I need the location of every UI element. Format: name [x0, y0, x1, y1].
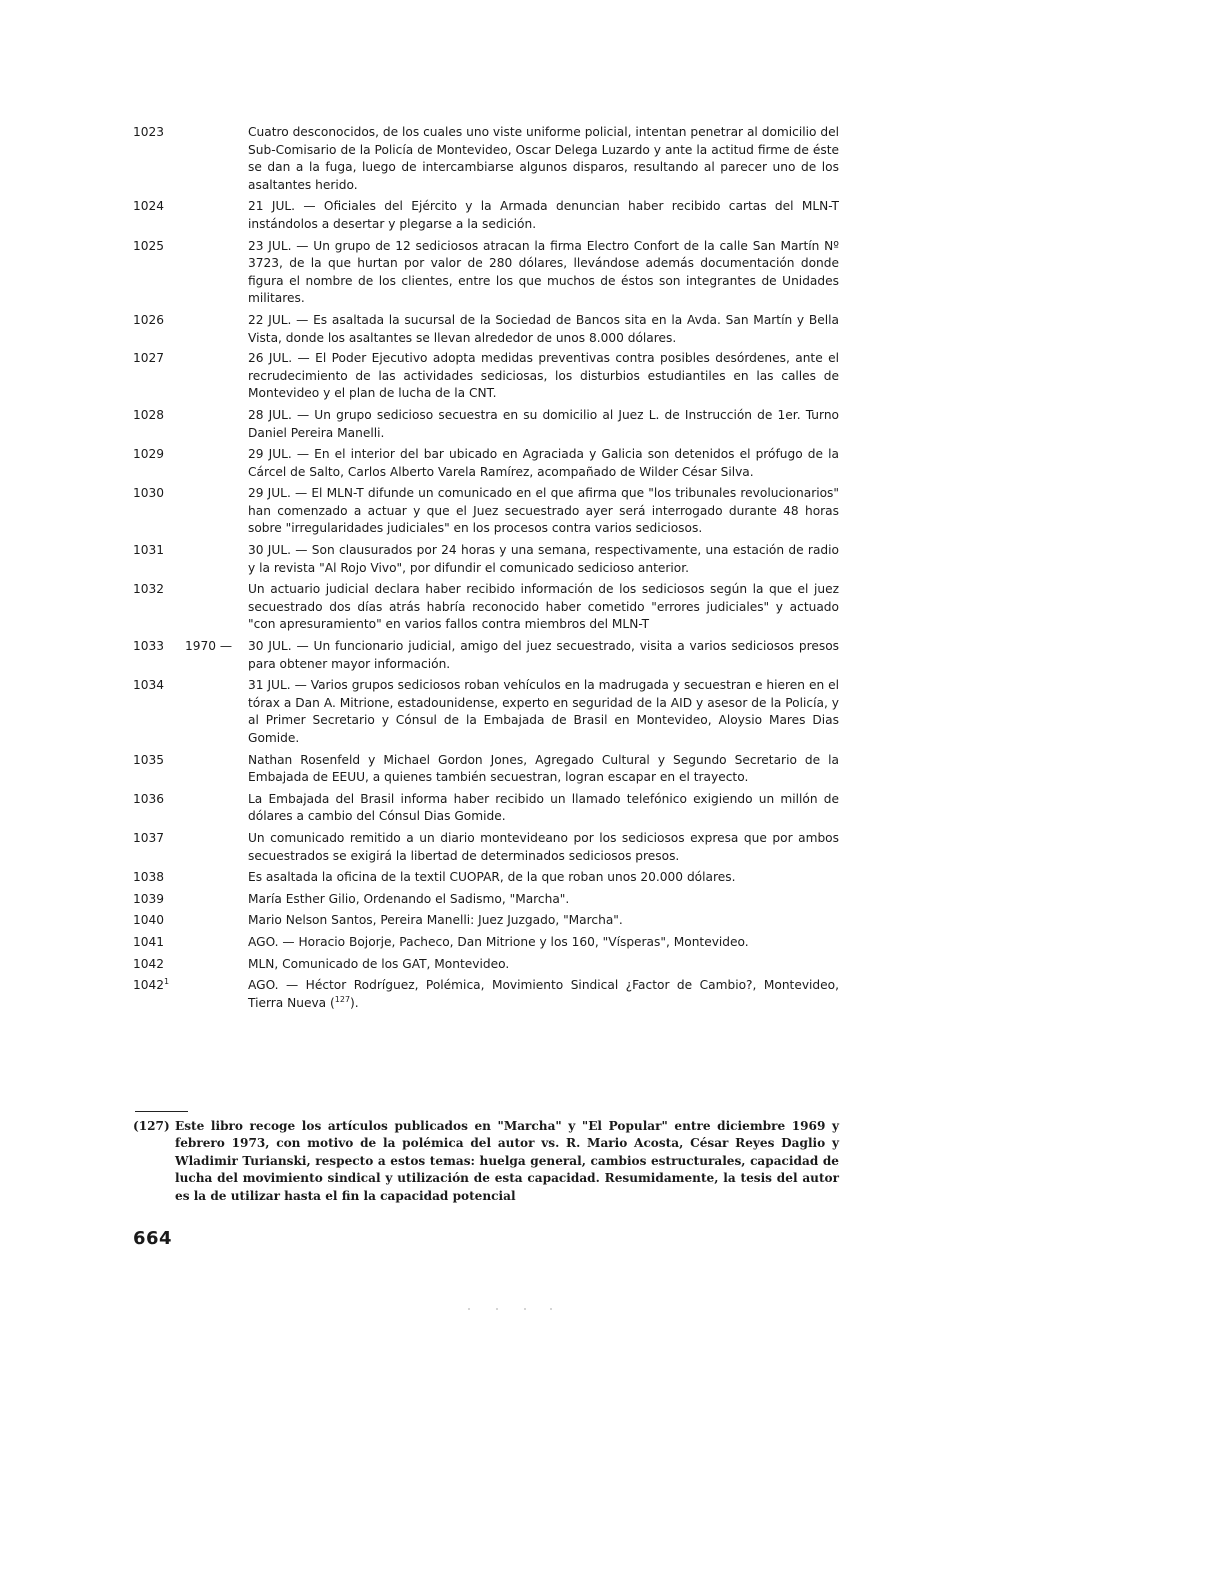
entry-text: 23 JUL. — Un grupo de 12 sediciosos atracan la firma Electro Confort de la calle San Martín Nº 3723, de la que hurtan por valor de 280 dólares, llevándose además documentación donde figura el nombre de los clientes, entre los que muchos de éstos son integrantes de Unidades militares.: [248, 238, 839, 306]
chronology-entry: [133, 830, 839, 865]
entry-number: 1026: [133, 312, 165, 327]
entry-text: 31 JUL. — Varios grupos sediciosos roban vehículos en la madrugada y secuestran e hieren en el tórax a Dan A. Mitrione, estadounidense, experto en seguridad de la AID y asesor de la Policía, y al Primer Secretario y Cónsul de la Embajada de Brasil en Montevideo, Aloysio Mares Dias Gomide.: [248, 678, 839, 745]
chronology-entry: [133, 446, 839, 481]
chronology-entry: [133, 638, 839, 673]
entry-year: [185, 869, 248, 887]
chronology-entry: [133, 238, 839, 308]
entry-year: 1970 —: [185, 639, 233, 654]
entry-year: [185, 124, 248, 194]
entry-text: Un comunicado remitido a un diario montevideano por los sediciosos expresa que por ambos secuestrados se exigirá la libertad de determinados sediciosos presos.: [248, 830, 839, 863]
footnote-separator: [135, 1111, 188, 1112]
entry-number: [133, 977, 185, 1012]
chronology-entry: [133, 581, 839, 634]
footnote-text: Este libro recoge los artículos publicados en "Marcha" y "El Popular" entre diciembre 1969 y febrero 1973, con motivo de la polémica del autor vs. R. Mario Acosta, César Reyes Daglio y Wladimir Turianski, respecto a estos temas: huelga general, cambios estructurales, capacidad de lucha del movimiento sindical y utilización de esta capacidad. Resumidamente, la tesis del autor es la de utilizar hasta el fin la capacidad potencial: [175, 1119, 839, 1203]
entry-year: [185, 891, 248, 909]
entry-text: 30 JUL. — Son clausurados por 24 horas y una semana, respectivamente, una estación de radio y la revista "Al Rojo Vivo", por difundir el comunicado sedicioso anterior.: [248, 543, 839, 575]
entry-number: 1040: [133, 913, 165, 928]
entry-text: 29 JUL. — El MLN-T difunde un comunicado en el que afirma que "los tribunales revolucionarios" han comenzado a actuar y que el Juez secuestrado ayer será interrogado durante 48 horas sobre "irregularidades judiciales" en los procesos contra varios sediciosos.: [248, 486, 839, 536]
entry-year: [185, 238, 248, 308]
chronology-entry-last: [133, 977, 839, 1012]
entry-number: 1029: [133, 447, 165, 462]
entry-year: [185, 198, 248, 233]
entry-text: AGO. — Horacio Bojorje, Pacheco, Dan Mitrione y los 160, "Vísperas", Montevideo.: [248, 934, 749, 949]
chronology-entry: [133, 312, 839, 347]
entry-number: 1031: [133, 543, 165, 558]
entry-number: 1036: [133, 791, 165, 806]
chronology-entry: [133, 124, 839, 194]
entry-number: 1024: [133, 199, 165, 214]
chronology-entry: [133, 869, 839, 887]
entry-number: 1030: [133, 486, 165, 501]
entry-year: [185, 485, 248, 538]
entry-text: [248, 977, 839, 1012]
scan-speck: [496, 1308, 498, 1310]
entry-text: Nathan Rosenfeld y Michael Gordon Jones, Agregado Cultural y Segundo Secretario de la Embajada de EEUU, a quienes también secuestran, logran escapar en el trayecto.: [248, 752, 839, 785]
chronology-entry: [133, 934, 839, 952]
entry-number-base: 1042: [133, 978, 165, 993]
scan-speck: [468, 1308, 470, 1310]
entry-number: 1039: [133, 891, 165, 906]
scan-speck: [550, 1308, 552, 1310]
chronology-entry: [133, 752, 839, 787]
entry-number: 1032: [133, 582, 165, 597]
entry-number: 1023: [133, 125, 165, 139]
footnote-ref-close: ).: [350, 995, 359, 1010]
entry-text: 26 JUL. — El Poder Ejecutivo adopta medidas preventivas contra posibles desórdenes, ante el recrudecimiento de las actividades sediciosas, los disturbios estudiantiles en las calles de Montevideo y el plan de lucha de la CNT.: [248, 351, 839, 401]
entry-number: 1037: [133, 830, 165, 845]
entry-year: [185, 791, 248, 826]
entry-text: Mario Nelson Santos, Pereira Manelli: Juez Juzgado, "Marcha".: [248, 913, 623, 928]
chronology-entry: [133, 542, 839, 577]
entry-text: Es asaltada la oficina de la textil CUOPAR, de la que roban unos 20.000 dólares.: [248, 870, 736, 885]
entry-number: 1027: [133, 351, 165, 366]
page-number: 664: [133, 1228, 173, 1249]
chronology-entry: [133, 891, 839, 909]
entry-number: 1041: [133, 934, 165, 949]
chronology-entry: [133, 677, 839, 747]
entry-text: 22 JUL. — Es asaltada la sucursal de la Sociedad de Bancos sita en la Avda. San Martín y Bella Vista, donde los asaltantes se llevan alrededor de unos 8.000 dólares.: [248, 312, 839, 345]
footnote-label: (127): [133, 1119, 170, 1133]
entry-text: 28 JUL. — Un grupo sedicioso secuestra en su domicilio al Juez L. de Instrucción de 1er. Turno Daniel Pereira Manelli.: [248, 407, 839, 440]
entry-text: La Embajada del Brasil informa haber recibido un llamado telefónico exigiendo un millón de dólares a cambio del Cónsul Dias Gomide.: [248, 791, 839, 824]
entry-year: [185, 830, 248, 865]
entry-year: [185, 956, 248, 974]
entry-text: 29 JUL. — En el interior del bar ubicado en Agraciada y Galicia son detenidos el prófugo de la Cárcel de Salto, Carlos Alberto Varela Ramírez, acompañado de Wilder César Silva.: [248, 447, 839, 479]
entry-number: 1042: [133, 956, 165, 971]
footnote-reference: 127: [334, 994, 351, 1004]
chronology-entry: [133, 912, 839, 930]
entry-year: [185, 752, 248, 787]
entry-text: Cuatro desconocidos, de los cuales uno viste uniforme policial, intentan penetrar al domicilio del Sub-Comisario de la Policía de Montevideo, Oscar Delega Luzardo y ante la actitud firme de éste se dan a la fuga, luego de intercambiarse algunos disparos, resultando al parecer uno de los asaltantes herido.: [248, 125, 839, 192]
entry-number: 1033: [133, 639, 165, 654]
entry-year: [185, 312, 248, 347]
chronology-list: [133, 124, 839, 1016]
entry-year: [185, 912, 248, 930]
chronology-entry: [133, 407, 839, 442]
entry-number: 1038: [133, 870, 165, 885]
entry-number-superscript: 1: [164, 977, 170, 987]
footnote-ref-open: (: [330, 995, 335, 1010]
entry-year: [185, 446, 248, 481]
entry-text: 30 JUL. — Un funcionario judicial, amigo del juez secuestrado, visita a varios sediciosos presos para obtener mayor información.: [248, 639, 839, 671]
entry-year: [185, 350, 248, 403]
chronology-entry: [133, 791, 839, 826]
entry-text: Un actuario judicial declara haber recibido información de los sediciosos según la que el juez secuestrado dos días atrás habría reconocido haber cometido "errores judiciales" y actuado "con apresuramiento" en varios fallos contra miembros del MLN-T: [248, 582, 839, 632]
scan-artifact: [458, 1306, 558, 1312]
chronology-entry: [133, 956, 839, 974]
footnote: [133, 1118, 839, 1205]
scan-speck: [524, 1308, 526, 1310]
entry-year: [185, 977, 248, 1012]
entry-text: 21 JUL. — Oficiales del Ejército y la Armada denuncian haber recibido cartas del MLN-T instándolos a desertar y plegarse a la sedición.: [248, 199, 839, 231]
entry-number: 1035: [133, 752, 165, 767]
entry-year: [185, 407, 248, 442]
entry-number: 1034: [133, 678, 165, 693]
entry-number: 1028: [133, 407, 165, 422]
chronology-entry: [133, 198, 839, 233]
entry-year: [185, 542, 248, 577]
entry-year: [185, 677, 248, 747]
chronology-entry: [133, 485, 839, 538]
entry-text-body: AGO. — Héctor Rodríguez, Polémica, Movimiento Sindical ¿Factor de Cambio?, Montevideo, Tierra Nueva: [248, 978, 839, 1010]
entry-text: María Esther Gilio, Ordenando el Sadismo, "Marcha".: [248, 891, 570, 906]
entry-year: [185, 581, 248, 634]
entry-year: [185, 934, 248, 952]
chronology-entry: [133, 350, 839, 403]
entry-text: MLN, Comunicado de los GAT, Montevideo.: [248, 956, 510, 971]
entry-number: 1025: [133, 238, 165, 253]
